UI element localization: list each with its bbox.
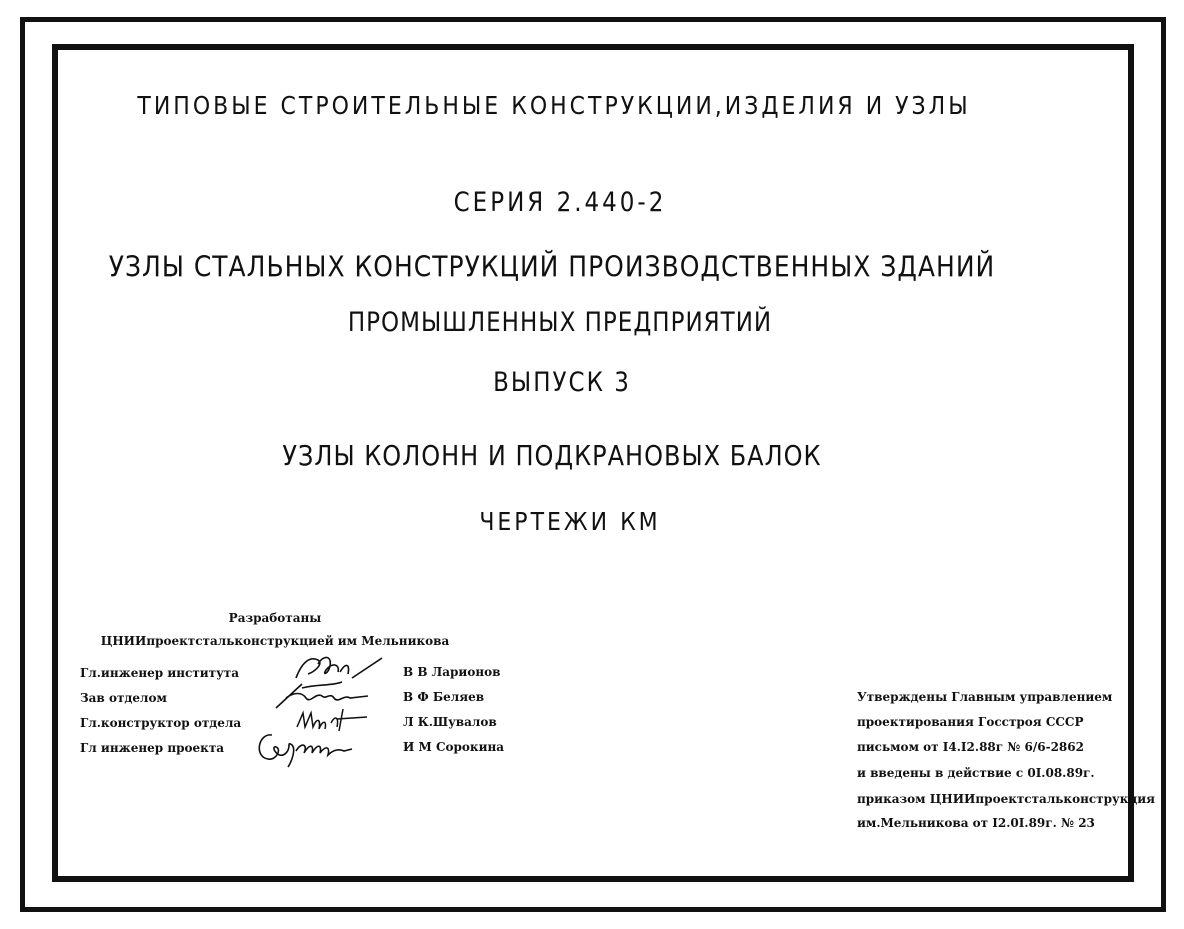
drawings-title: ЧЕРТЕЖИ КМ [479,508,661,537]
main-title-line-1: УЗЛЫ СТАЛЬНЫХ КОНСТРУКЦИЙ ПРОИЗВОДСТВЕННЫХ ЗДАНИЙ [108,249,996,284]
staff-role: Зав отделом [80,691,167,705]
staff-role: Гл.конструктор отдела [80,716,242,730]
staff-name: И М Сорокина [403,740,505,754]
main-title-line-2: ПРОМЫШЛЕННЫХ ПРЕДПРИЯТИЙ [347,308,773,338]
approval-line: письмом от I4.I2.88г № 6/6-2862 [857,740,1084,754]
approval-line: им.Мельникова от I2.0I.89г. № 23 [857,816,1095,830]
staff-name: В В Ларионов [403,665,501,679]
staff-name: Л К.Шувалов [403,715,497,729]
approval-line: проектирования Госстроя СССР [857,715,1084,729]
staff-role: Гл инженер проекта [80,741,225,755]
staff-role: Гл.инженер института [80,666,239,680]
approval-line: и введены в действие с 0I.08.89г. [857,766,1095,780]
signature-sorokina [252,727,362,769]
developed-label: Разработаны [228,611,322,625]
approval-line: приказом ЦНИИпроектстальконструкция [857,792,1155,806]
series-title: СЕРИЯ 2.440-2 [453,188,667,218]
issue-title: ВЫПУСК 3 [493,368,631,398]
subtitle: УЗЛЫ КОЛОНН И ПОДКРАНОВЫХ БАЛОК [282,439,822,473]
staff-name: В Ф Беляев [403,690,485,704]
developer-organization: ЦНИИпроектстальконструкцией им Мельникова [100,634,450,648]
header-title: ТИПОВЫЕ СТРОИТЕЛЬНЫЕ КОНСТРУКЦИИ,ИЗДЕЛИЯ И УЗЛЫ [137,92,971,121]
approval-line: Утверждены Главным управлением [857,690,1113,704]
